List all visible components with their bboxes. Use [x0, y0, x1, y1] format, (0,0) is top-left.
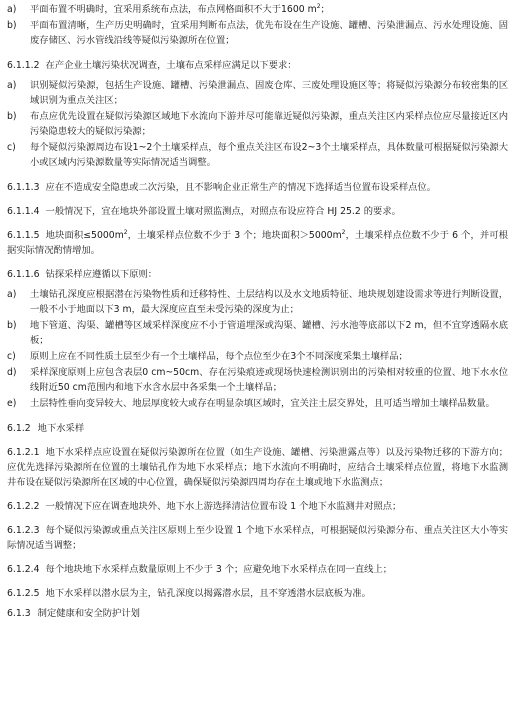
clause-6-1-1-6	[7, 267, 508, 282]
list-item-text: 土壤钻孔深度应根据潜在污染物性质和迁移特性、土层结构以及水文地质特征、地块规划建设需求等进行判断设置，一般不小于地面以下3 m，最大深度应直至未受污染的深度为止；	[30, 289, 508, 315]
clause-text: 地下水采样以潜水层为主，钻孔深度以揭露潜水层，且不穿透潜水层底板为准。	[45, 588, 371, 599]
list-item	[7, 396, 508, 411]
list-marker: c)	[7, 142, 16, 153]
list-marker: a)	[7, 4, 17, 15]
clause-text: 每个地块地下水采样点数量原则上不少于 3 个；应避免地下水采样点在同一直线上；	[45, 564, 393, 575]
list-marker: d)	[7, 367, 17, 378]
list-marker: a)	[7, 80, 17, 91]
list-item-text: 地下管道、沟渠、罐槽等区域采样深度应不小于管道埋深或沟渠、罐槽、污水池等底部以下2 m，但不宜穿透隔水底板；	[30, 320, 508, 346]
clause-6-1-1-5	[7, 228, 508, 258]
clause-number: 6.1.2.1	[7, 447, 40, 458]
list-item-text: 布点应优先设置在疑似污染源区域地下水流向下游并尽可能靠近疑似污染源，重点关注区内采样点位应尽量接近区内污染隐患较大的疑似污染源；	[30, 111, 508, 137]
section-heading-6-1-2	[7, 421, 508, 436]
section-title: 地下水采样	[37, 423, 85, 434]
clause-text: 每个疑似污染源或重点关注区原则上至少设置 1 个地下水采样点，可根据疑似污染源分布、重点关注区大小等实际情况适当调整；	[7, 525, 508, 551]
clause-6-1-1-3	[7, 180, 508, 195]
clause-number: 6.1.2.5	[7, 588, 40, 599]
clause-6-1-2-2	[7, 499, 508, 514]
clause-6-1-2-3	[7, 523, 508, 553]
clause-text: 在产企业土壤污染状况调查，土壤布点采样应满足以下要求：	[45, 60, 297, 71]
clause-6-1-2-1	[7, 445, 508, 490]
list-marker: e)	[7, 398, 17, 409]
clause-number: 6.1.1.4	[7, 206, 40, 217]
list-item	[7, 2, 508, 17]
list-item	[7, 287, 508, 317]
clause-number: 6.1.2.3	[7, 525, 40, 536]
list-item	[7, 78, 508, 108]
clause-text: 一般情况下应在调查地块外、地下水上游选择清洁位置布设 1 个地下水监测井对照点；	[45, 501, 402, 512]
list-item	[7, 365, 508, 395]
clause-text: 地块面积$\le 5000m^2$，土壤采样点位数不少于 3 个；地块面积$>5000m^2$，土壤采样点位数不少于 6 个，并可根据实际情况酌情增加。	[7, 228, 508, 256]
list-item-text: 平面布置清晰，生产历史明确时，宜采用判断布点法，优先布设在生产设施、罐槽、污染泄漏点、污水处理设施、固废存储区、污水管线沿线等疑似污染源所在位置；	[30, 20, 508, 46]
section-number: 6.1.3	[7, 608, 31, 619]
list-marker: b)	[7, 20, 17, 31]
clause-6-1-2-5	[7, 586, 508, 601]
list-item-text: 采样深度原则上应包含表层0 cm~50cm、存在污染痕迹或现场快速检测识别出的污染相对较重的位置、地下水水位线附近50 cm范围内和地下水含水层中各采集一个土壤样品；	[30, 367, 508, 393]
list-marker: a)	[7, 289, 17, 300]
section-heading-6-1-3	[7, 606, 508, 621]
clause-6-1-1-4	[7, 204, 508, 219]
list-item	[7, 349, 508, 364]
section-number: 6.1.2	[7, 423, 31, 434]
list-marker: b)	[7, 320, 17, 331]
list-item-text: 原则上应在不同性质土层至少有一个土壤样品，每个点位至少在3个不同深度采集土壤样品；	[30, 351, 408, 362]
list-item-text: 每个疑似污染源周边布设1~2个土壤采样点，每个重点关注区布设2~3个土壤采样点，具体数量可根据疑似污染源大小或区域内污染源数量等实际情况适当调整。	[30, 142, 508, 168]
list-item	[7, 140, 508, 170]
clause-number: 6.1.1.3	[7, 182, 40, 193]
clause-number: 6.1.2.4	[7, 564, 40, 575]
section-title: 制定健康和安全防护计划	[37, 608, 140, 619]
list-item-text: 土层特性垂向变异较大、地层厚度较大或存在明显杂填区域时，宜关注土层交界处，且可适当增加土壤样品数量。	[30, 398, 495, 409]
list-item	[7, 109, 508, 139]
clause-text: 应在不造成安全隐患或二次污染，且不影响企业正常生产的情况下选择适当位置布设采样点位。	[45, 182, 437, 193]
clause-6-1-2-4	[7, 562, 508, 577]
list-item	[7, 18, 508, 48]
clause-text: 钻探采样应遵循以下原则：	[45, 269, 158, 280]
clause-text: 地下水采样点应设置在疑似污染源所在位置（如生产设施、罐槽、污染泄露点等）以及污染物迁移的下游方向；应优先选择污染源所在位置的土壤钻孔作为地下水采样点；地下水流向不明确时，应结合土壤采样点位置，将地下水监测井布设在疑似污染源所在区域的中心位置，确保疑似污染源四周均存在土壤或地下水监测点；	[7, 447, 508, 488]
clause-number: 6.1.2.2	[7, 501, 40, 512]
clause-text: 一般情况下，宜在地块外部设置土壤对照监测点，对照点布设应符合 HJ 25.2 的要求。	[45, 206, 401, 217]
list-marker: c)	[7, 351, 16, 362]
list-marker: b)	[7, 111, 17, 122]
clause-number: 6.1.1.5	[7, 230, 40, 241]
clause-number: 6.1.1.6	[7, 269, 40, 280]
list-item-text: 识别疑似污染源，包括生产设施、罐槽、污染泄漏点、固废仓库、三废处理设施区等；将疑似污染源分布较密集的区域识别为重点关注区；	[30, 80, 508, 106]
clause-number: 6.1.1.2	[7, 60, 40, 71]
clause-6-1-1-2	[7, 58, 508, 73]
list-item-text: 平面布置不明确时，宜采用系统布点法，布点网格面积不大于1600 $m^2$；	[30, 2, 330, 15]
list-item	[7, 318, 508, 348]
